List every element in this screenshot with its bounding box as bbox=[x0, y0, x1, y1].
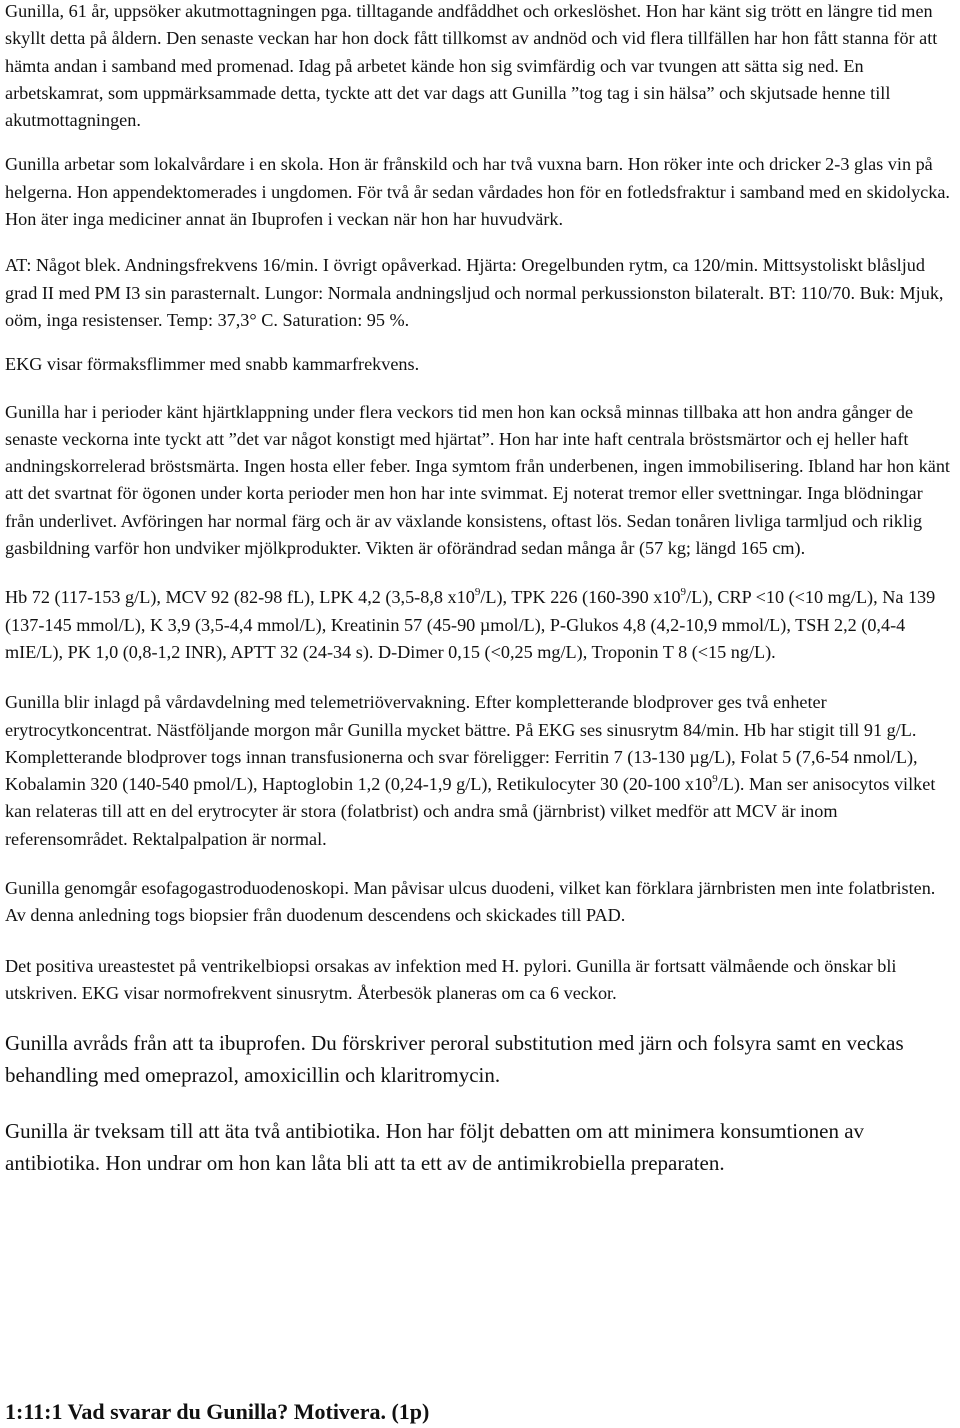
lab-text-b: /L), TPK 226 (160-390 x10 bbox=[480, 587, 681, 608]
case-text bbox=[5, 0, 955, 1179]
admission-text-b: /L). Man ser anisocytos vilket kan relateras till att en del erytrocyter är stora (folatbrist) och andra små (järnbrist) vilket medför att MCV är inom referensområdet. Rektalpalpation är normal. bbox=[5, 774, 936, 849]
paragraph-patient-concern: Gunilla är tveksam till att äta två antibiotika. Hon har följt debatten om att minimera konsumtionen av antibiotika. Hon undrar om hon kan låta bli att ta ett av de antimikrobiella preparaten. bbox=[5, 1119, 865, 1176]
lab-sup-2: 9 bbox=[680, 586, 687, 599]
admission-text-a: Gunilla blir inlagd på vårdavdelning med telemetriövervakning. Efter kompletterande blodprover ges två enheter erytrocytkoncentrat. Nästföljande morgon mår Gunilla mycket bättre. På EKG ses sinusrytm 84/min. Hb har stigit till 91 g/L. Kompletterande blodprover togs innan transfusionerna och svar föreligger: Ferritin 7 (13-130 µg/L), Folat 5 (7,6-54 nmol/L), Kobalamin 320 (140-540 pmol/L), Haptoglobin 1,2 (0,24-1,9 g/L), Retikulocyter 30 (20-100 x10 bbox=[5, 692, 918, 795]
lab-text-a: Hb 72 (117-153 g/L), MCV 92 (82-98 fL), LPK 4,2 (3,5-8,8 x10 bbox=[5, 587, 475, 608]
paragraph-treatment: Gunilla avråds från att ta ibuprofen. Du förskriver peroral substitution med järn och folsyra samt en veckas behandling med omeprazol, amoxicillin och klaritromycin. bbox=[5, 1031, 904, 1088]
lab-text-c: /L), CRP <10 (<10 mg/L), Na 139 (137-145 mmol/L), K 3,9 (3,5-4,4 mmol/L), Kreatinin 57 (45-90 µmol/L), P-Glukos 4,8 (4,2-10,9 mmol/L), TSH 2,2 (0,4-4 mIE/L), PK 1,0 (0,8-1,2 INR), APTT 32 (24-34 s). D-Dimer 0,15 (<0,25 mg/L), Troponin T 8 (<15 ng/L). bbox=[5, 587, 936, 662]
paragraph-additional-history: Gunilla har i perioder känt hjärtklappning under flera veckors tid men hon kan också minnas tillbaka att hon andra gånger de senaste veckorna inte tyckt att ”det var något konstigt med hjärtat”. Hon har inte haft centrala bröstsmärtor och ej heller haft andningskorrelerad bröstsmärta. Ingen hosta eller feber. Inga symtom från underbenen, ingen immobilisering. Ibland har hon känt att det svartnat för ögonen under korta perioder men hon har inte svimmat. Ej noterat tremor eller svettningar. Inga blödningar från underlivet. Avföringen har normal färg och är av växlande konsistens, oftast lös. Sedan tonåren livliga tarmljud och riklig gasbildning varför hon undviker mjölkprodukter. Vikten är oförändrad sedan många år (57 kg; längd 165 cm). bbox=[5, 401, 950, 559]
paragraph-ecg: EKG visar förmaksflimmer med snabb kammarfrekvens. bbox=[5, 354, 420, 375]
paragraph-examination: AT: Något blek. Andningsfrekvens 16/min. I övrigt opåverkad. Hjärta: Oregelbunden rytm, ca 120/min. Mittsystoliskt blåsljud grad II med PM I3 sin parasternalt. Lungor: Normala andningsljud och normal perkussionston bilateralt. BT: 110/70. Buk: Mjuk, oöm, inga resistenser. Temp: 37,3° C. Saturation: 95 %. bbox=[5, 255, 944, 330]
paragraph-social-history: Gunilla arbetar som lokalvårdare i en skola. Hon är frånskild och har två vuxna barn. Hon röker inte och dricker 2-3 glas vin på helgerna. Hon appendektomerades i ungdomen. För två år sedan vårdades hon för en fotledsfraktur i samband med en skidolycka. Hon äter inga mediciner annat än Ibuprofen i veckan när hon har huvudvärk. bbox=[5, 154, 950, 230]
paragraph-lab-results bbox=[5, 584, 955, 666]
admission-sup: 9 bbox=[712, 773, 718, 786]
paragraph-admission bbox=[5, 689, 955, 853]
paragraph-endoscopy: Gunilla genomgår esofagogastroduodenoskopi. Man påvisar ulcus duodeni, vilket kan förklara järnbristen men inte folatbristen. Av denna anledning togs biopsier från duodenum descendens och skickades till PAD. bbox=[5, 878, 936, 926]
paragraph-h-pylori: Det positiva ureastestet på ventrikelbiopsi orsakas av infektion med H. pylori. Gunilla är fortsatt välmående och önskar bli utskriven. EKG visar normofrekvent sinusrytm. Återbesök planeras om ca 6 veckor. bbox=[5, 955, 897, 1003]
exam-question: 1:11:1 Vad svarar du Gunilla? Motivera. (1p) bbox=[5, 1399, 430, 1424]
lab-sup-1: 9 bbox=[474, 586, 481, 599]
paragraph-presenting-complaint: Gunilla, 61 år, uppsöker akutmottagningen pga. tilltagande andfåddhet och orkeslöshet. Hon har känt sig trött en längre tid men skyllt detta på åldern. Den senaste veckan har hon dock fått tillkomst av andnöd och vid flera tillfällen har hon fått stanna för att hämta andan i samband med promenad. Idag på arbetet kände hon sig svimfärdig och var tvungen att sätta sig ned. En arbetskamrat, som uppmärksammade detta, tyckte att det var dags att Gunilla ”tog tag i sin hälsa” och skjutsade henne till akutmottagningen. bbox=[5, 1, 938, 131]
